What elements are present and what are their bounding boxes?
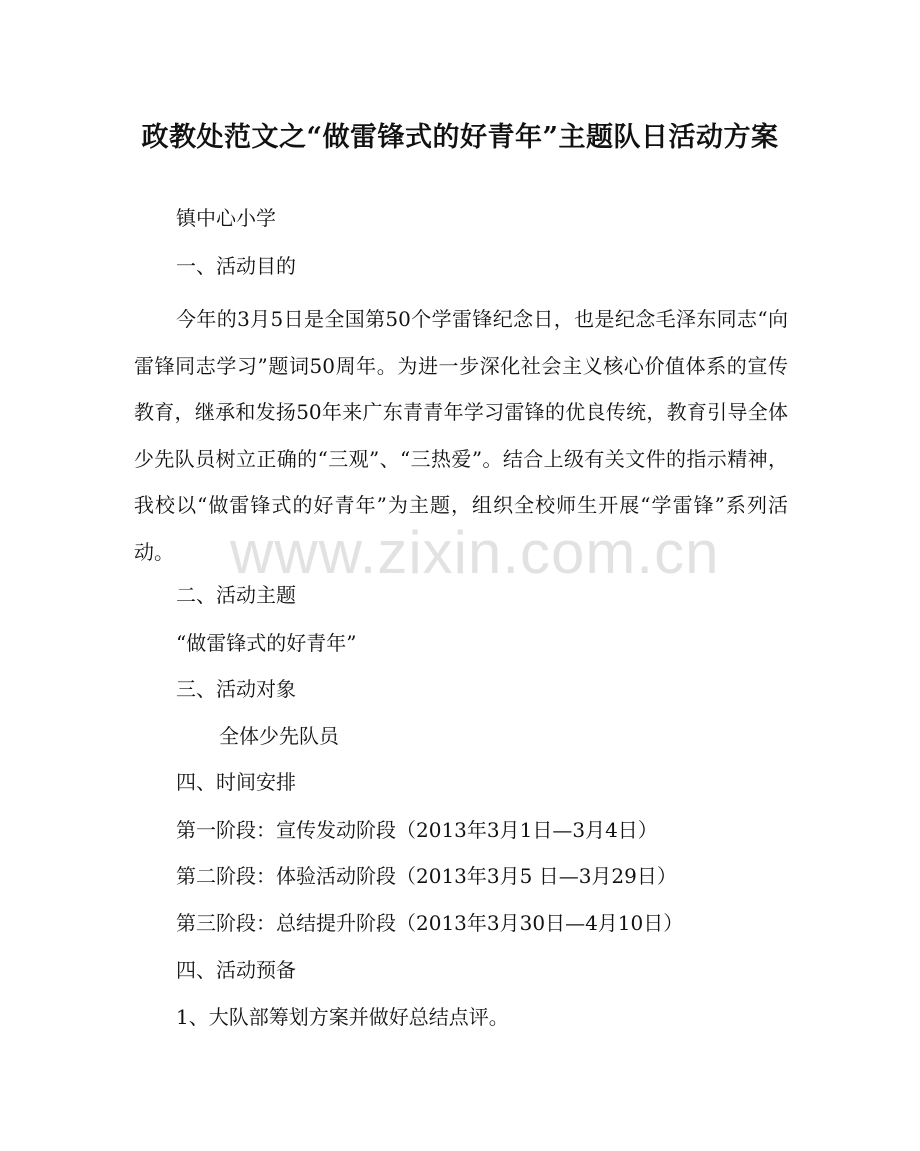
theme-content: “做雷锋式的好青年” [176, 631, 357, 655]
section-heading-schedule: 四、时间安排 [176, 770, 296, 794]
audience-content: 全体少先队员 [219, 724, 339, 748]
section-heading-purpose: 一、活动目的 [176, 254, 296, 278]
purpose-paragraph: 今年的3月5日是全国第50个学雷锋纪念日，也是纪念毛泽东同志“向雷锋同志学习”题词50周年。为进一步深化社会主义核心价值体系的宣传教育，继承和发扬50年来广东青青年学习雷锋的优良传统，教育引导全体少先队员树立正确的“三观”、“三热爱”。结合上级有关文件的指示精神，我校以“做雷锋式的好青年”为主题，组织全校师生开展“学雷锋”系列活动。 [134, 307, 788, 564]
school-name: 镇中心小学 [176, 206, 276, 230]
schedule-stage-1: 第一阶段：宣传发动阶段（2013年3月1日—3月4日） [176, 818, 658, 842]
section-heading-theme: 二、活动主题 [176, 583, 296, 607]
preparation-item-1: 1、大队部筹划方案并做好总结点评。 [176, 1005, 509, 1029]
section-heading-audience: 三、活动对象 [176, 677, 296, 701]
schedule-stage-3: 第三阶段：总结提升阶段（2013年3月30日—4月10日） [176, 911, 684, 935]
schedule-stage-2: 第二阶段：体验活动阶段（2013年3月5 日—3月29日） [176, 864, 677, 888]
watermark-text: www.zixin.com.cn [230, 519, 720, 586]
document-title: 政教处范文之“做雷锋式的好青年”主题队日活动方案 [141, 122, 779, 153]
section-heading-preparation: 四、活动预备 [176, 958, 296, 982]
